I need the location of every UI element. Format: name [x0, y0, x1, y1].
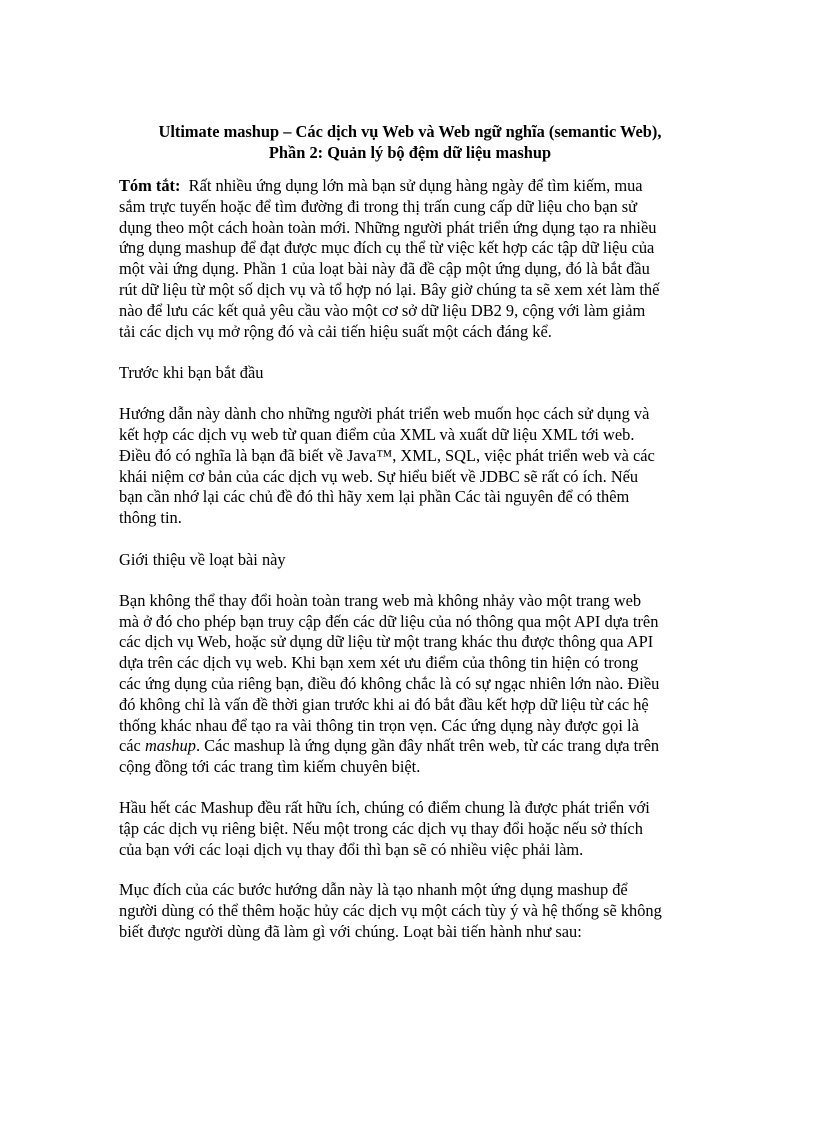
summary-line: tải các dịch vụ mở rộng đó và cải tiến hiệu suất một cách đáng kể. [119, 321, 552, 341]
paragraph-line: Bạn không thể thay đổi hoàn toàn trang web mà không nhảy vào một trang web [119, 590, 642, 610]
paragraph-line: Điều đó có nghĩa là bạn đã biết về Java™, XML, SQL, việc phát triển web và các [119, 445, 655, 465]
document-page [119, 121, 701, 943]
paragraph-line: thông tin. [119, 508, 182, 528]
mashup-term: mashup [144, 736, 196, 756]
paragraph-line: của bạn với các loại dịch vụ thay đổi thì bạn sẽ có nhiều việc phải làm. [119, 839, 584, 859]
paragraph-line: thống khác nhau để tạo ra vài thông tin trọn vẹn. Các ứng dụng này được gọi là [119, 715, 639, 735]
paragraph-line: đó không chỉ là vấn đề thời gian trước khi ai đó bắt đầu kết hợp dữ liệu từ các hệ [119, 694, 649, 714]
paragraph-line: Hầu hết các Mashup đều rất hữu ích, chúng có điểm chung là được phát triển với [119, 797, 650, 817]
paragraph-line: bạn cần nhớ lại các chủ đề đó thì hãy xem lại phần Các tài nguyên để có thêm [119, 487, 630, 507]
paragraph-line: kết hợp các dịch vụ web từ quan điểm của XML và xuất dữ liệu XML tới web. [119, 424, 635, 444]
mashup-suffix: . Các mashup là ứng dụng gần đây nhất trên web, từ các trang dựa trên [195, 736, 660, 756]
summary-line: rút dữ liệu từ một số dịch vụ và tổ hợp nó lại. Bây giờ chúng ta sẽ xem xét làm thế [119, 279, 660, 299]
summary-line: một vài ứng dụng. Phần 1 của loạt bài này đã đề cập một ứng dụng, đó là bắt đầu [119, 259, 650, 279]
document-title [119, 121, 701, 163]
paragraph-line: các dịch vụ Web, hoặc sử dụng dữ liệu từ một trang khác thu được thông qua API [119, 632, 654, 652]
paragraph-line: tập các dịch vụ riêng biệt. Nếu một trong các dịch vụ thay đổi hoặc nếu sở thích [119, 818, 643, 838]
mashup-prefix: các [119, 736, 145, 756]
paragraph-line: cộng đồng tới các trang tìm kiếm chuyên biệt. [119, 757, 421, 777]
section2-paragraph-3 [119, 880, 701, 942]
section2-paragraph-2 [119, 798, 701, 860]
summary-paragraph [119, 176, 701, 342]
title-line-1: Ultimate mashup – Các dịch vụ Web và Web ngữ nghĩa (semantic Web), [158, 122, 662, 141]
summary-line: ứng dụng mashup để đạt được mục đích cụ thể từ việc kết hợp các tập dữ liệu của [119, 238, 655, 258]
summary-line: Rất nhiều ứng dụng lớn mà bạn sử dụng hàng ngày để tìm kiếm, mua [180, 176, 643, 195]
paragraph-line: khái niệm cơ bản của các dịch vụ web. Sự hiểu biết về JDBC sẽ rất có ích. Nếu [119, 466, 639, 486]
summary-line: dụng theo một cách hoàn toàn mới. Những người phát triển ứng dụng tạo ra nhiều [119, 217, 657, 237]
summary-line: sắm trực tuyến hoặc để tìm đường đi trong thị trấn cung cấp dữ liệu cho bạn sử [119, 196, 638, 216]
paragraph-line: dựa trên các dịch vụ web. Khi bạn xem xét ưu điểm của thông tin hiện có trong [119, 653, 639, 673]
section-heading-series-intro: Giới thiệu về loạt bài này [119, 549, 286, 569]
section2-paragraph-1 [119, 591, 701, 778]
paragraph-line: các ứng dụng của riêng bạn, điều đó không chắc là có sự ngạc nhiên lớn nào. Điều [119, 673, 660, 693]
section-heading-before-you-start: Trước khi bạn bắt đầu [119, 363, 264, 383]
summary-label: Tóm tắt: [119, 176, 181, 195]
paragraph-line: Hướng dẫn này dành cho những người phát triển web muốn học cách sử dụng và [119, 404, 650, 424]
paragraph-line: người dùng có thể thêm hoặc hủy các dịch vụ một cách tùy ý và hệ thống sẽ không [119, 901, 662, 921]
paragraph-line: mà ở đó cho phép bạn truy cập đến các dữ liệu của nó thông qua một API dựa trên [119, 611, 659, 631]
summary-line: nào để lưu các kết quả yêu cầu vào một cơ sở dữ liệu DB2 9, cộng với làm giảm [119, 300, 646, 320]
section1-paragraph [119, 404, 701, 529]
title-line-2: Phần 2: Quản lý bộ đệm dữ liệu mashup [268, 143, 552, 162]
mashup-line [119, 736, 701, 757]
summary-first-line [119, 176, 701, 197]
paragraph-line: biết được người dùng đã làm gì với chúng. Loạt bài tiến hành như sau: [119, 921, 582, 941]
paragraph-line: Mục đích của các bước hướng dẫn này là tạo nhanh một ứng dụng mashup để [119, 880, 628, 900]
